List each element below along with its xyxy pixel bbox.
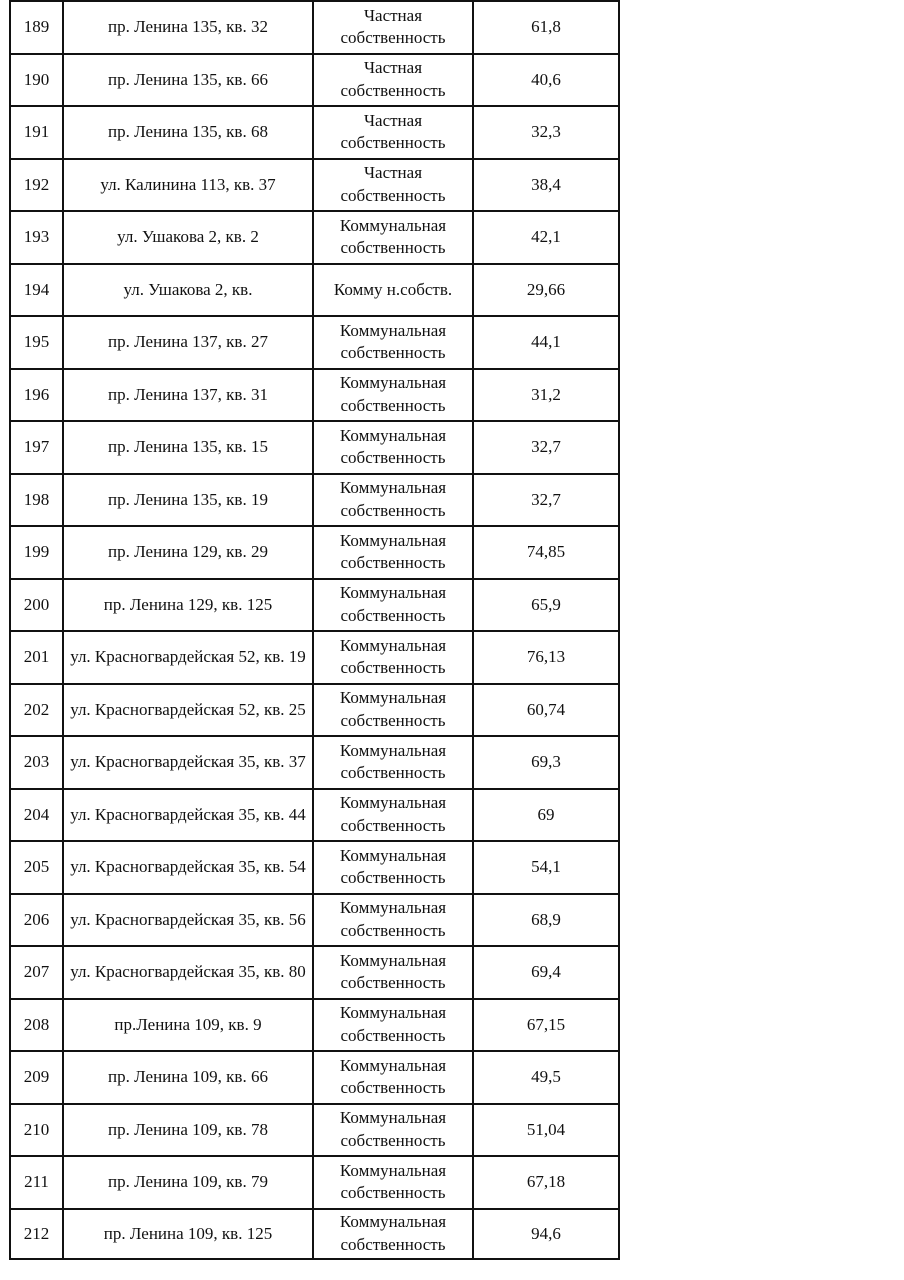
table-row xyxy=(9,1103,620,1156)
ownership-cell: Коммунальная собственность xyxy=(312,735,472,788)
area-cell: 32,7 xyxy=(472,420,620,473)
ownership-cell: Коммунальная собственность xyxy=(312,1208,472,1261)
address-cell: пр. Ленина 109, кв. 125 xyxy=(62,1208,312,1261)
address-cell: ул. Ушакова 2, кв. 2 xyxy=(62,210,312,263)
row-number-cell: 208 xyxy=(9,998,62,1051)
ownership-cell: Коммунальная собственность xyxy=(312,840,472,893)
ownership-cell: Комму н.собств. xyxy=(312,263,472,316)
area-cell: 32,7 xyxy=(472,473,620,526)
table-row xyxy=(9,1155,620,1208)
ownership-cell: Коммунальная собственность xyxy=(312,630,472,683)
row-number-cell: 190 xyxy=(9,53,62,106)
area-cell: 38,4 xyxy=(472,158,620,211)
table-row xyxy=(9,1208,620,1261)
address-cell: пр. Ленина 129, кв. 125 xyxy=(62,578,312,631)
address-cell: ул. Красногвардейская 52, кв. 19 xyxy=(62,630,312,683)
table-row xyxy=(9,315,620,368)
address-cell: ул. Красногвардейская 35, кв. 54 xyxy=(62,840,312,893)
address-cell: пр.Ленина 109, кв. 9 xyxy=(62,998,312,1051)
row-number-cell: 204 xyxy=(9,788,62,841)
ownership-cell: Частная собственность xyxy=(312,0,472,53)
address-cell: пр. Ленина 109, кв. 78 xyxy=(62,1103,312,1156)
table-row xyxy=(9,578,620,631)
ownership-cell: Коммунальная собственность xyxy=(312,788,472,841)
table-row xyxy=(9,368,620,421)
row-number-cell: 209 xyxy=(9,1050,62,1103)
area-cell: 32,3 xyxy=(472,105,620,158)
table-row xyxy=(9,630,620,683)
area-cell: 69 xyxy=(472,788,620,841)
row-number-cell: 200 xyxy=(9,578,62,631)
table-row xyxy=(9,893,620,946)
address-cell: пр. Ленина 137, кв. 27 xyxy=(62,315,312,368)
row-number-cell: 203 xyxy=(9,735,62,788)
area-cell: 69,3 xyxy=(472,735,620,788)
row-number-cell: 207 xyxy=(9,945,62,998)
ownership-cell: Частная собственность xyxy=(312,105,472,158)
ownership-cell: Коммунальная собственность xyxy=(312,1155,472,1208)
table-row xyxy=(9,525,620,578)
row-number-cell: 193 xyxy=(9,210,62,263)
row-number-cell: 201 xyxy=(9,630,62,683)
row-number-cell: 211 xyxy=(9,1155,62,1208)
address-cell: пр. Ленина 129, кв. 29 xyxy=(62,525,312,578)
table-row xyxy=(9,158,620,211)
ownership-cell: Коммунальная собственность xyxy=(312,578,472,631)
ownership-cell: Частная собственность xyxy=(312,53,472,106)
ownership-cell: Коммунальная собственность xyxy=(312,683,472,736)
table-row xyxy=(9,683,620,736)
address-cell: ул. Красногвардейская 35, кв. 37 xyxy=(62,735,312,788)
area-cell: 74,85 xyxy=(472,525,620,578)
address-cell: пр. Ленина 135, кв. 68 xyxy=(62,105,312,158)
address-cell: пр. Ленина 135, кв. 66 xyxy=(62,53,312,106)
area-cell: 67,15 xyxy=(472,998,620,1051)
area-cell: 67,18 xyxy=(472,1155,620,1208)
table-row xyxy=(9,788,620,841)
ownership-cell: Коммунальная собственность xyxy=(312,525,472,578)
address-cell: ул. Красногвардейская 35, кв. 56 xyxy=(62,893,312,946)
area-cell: 54,1 xyxy=(472,840,620,893)
area-cell: 76,13 xyxy=(472,630,620,683)
table-row xyxy=(9,105,620,158)
area-cell: 29,66 xyxy=(472,263,620,316)
row-number-cell: 192 xyxy=(9,158,62,211)
row-number-cell: 196 xyxy=(9,368,62,421)
ownership-cell: Коммунальная собственность xyxy=(312,315,472,368)
table-row xyxy=(9,1050,620,1103)
address-cell: пр. Ленина 135, кв. 15 xyxy=(62,420,312,473)
area-cell: 60,74 xyxy=(472,683,620,736)
row-number-cell: 212 xyxy=(9,1208,62,1261)
address-cell: ул. Красногвардейская 35, кв. 44 xyxy=(62,788,312,841)
address-cell: ул. Красногвардейская 52, кв. 25 xyxy=(62,683,312,736)
ownership-cell: Коммунальная собственность xyxy=(312,945,472,998)
ownership-cell: Коммунальная собственность xyxy=(312,210,472,263)
table-row xyxy=(9,420,620,473)
area-cell: 49,5 xyxy=(472,1050,620,1103)
area-cell: 65,9 xyxy=(472,578,620,631)
ownership-cell: Коммунальная собственность xyxy=(312,1050,472,1103)
table-row xyxy=(9,998,620,1051)
row-number-cell: 210 xyxy=(9,1103,62,1156)
ownership-cell: Коммунальная собственность xyxy=(312,998,472,1051)
area-cell: 42,1 xyxy=(472,210,620,263)
area-cell: 68,9 xyxy=(472,893,620,946)
area-cell: 31,2 xyxy=(472,368,620,421)
row-number-cell: 194 xyxy=(9,263,62,316)
area-cell: 94,6 xyxy=(472,1208,620,1261)
address-cell: пр. Ленина 137, кв. 31 xyxy=(62,368,312,421)
address-cell: пр. Ленина 135, кв. 32 xyxy=(62,0,312,53)
table-row xyxy=(9,735,620,788)
ownership-cell: Коммунальная собственность xyxy=(312,368,472,421)
row-number-cell: 189 xyxy=(9,0,62,53)
area-cell: 40,6 xyxy=(472,53,620,106)
table-row xyxy=(9,473,620,526)
address-cell: пр. Ленина 109, кв. 66 xyxy=(62,1050,312,1103)
ownership-cell: Частная собственность xyxy=(312,158,472,211)
row-number-cell: 206 xyxy=(9,893,62,946)
row-number-cell: 198 xyxy=(9,473,62,526)
table-row xyxy=(9,840,620,893)
table-row xyxy=(9,263,620,316)
property-table xyxy=(9,0,620,1260)
row-number-cell: 199 xyxy=(9,525,62,578)
ownership-cell: Коммунальная собственность xyxy=(312,1103,472,1156)
ownership-cell: Коммунальная собственность xyxy=(312,893,472,946)
row-number-cell: 197 xyxy=(9,420,62,473)
address-cell: ул. Калинина 113, кв. 37 xyxy=(62,158,312,211)
row-number-cell: 202 xyxy=(9,683,62,736)
row-number-cell: 195 xyxy=(9,315,62,368)
address-cell: пр. Ленина 135, кв. 19 xyxy=(62,473,312,526)
area-cell: 51,04 xyxy=(472,1103,620,1156)
table-row xyxy=(9,0,620,53)
row-number-cell: 191 xyxy=(9,105,62,158)
table-row xyxy=(9,945,620,998)
table-row xyxy=(9,210,620,263)
area-cell: 61,8 xyxy=(472,0,620,53)
table-body xyxy=(9,0,620,1260)
table-row xyxy=(9,53,620,106)
address-cell: пр. Ленина 109, кв. 79 xyxy=(62,1155,312,1208)
ownership-cell: Коммунальная собственность xyxy=(312,420,472,473)
row-number-cell: 205 xyxy=(9,840,62,893)
area-cell: 44,1 xyxy=(472,315,620,368)
area-cell: 69,4 xyxy=(472,945,620,998)
address-cell: ул. Красногвардейская 35, кв. 80 xyxy=(62,945,312,998)
address-cell: ул. Ушакова 2, кв. xyxy=(62,263,312,316)
ownership-cell: Коммунальная собственность xyxy=(312,473,472,526)
